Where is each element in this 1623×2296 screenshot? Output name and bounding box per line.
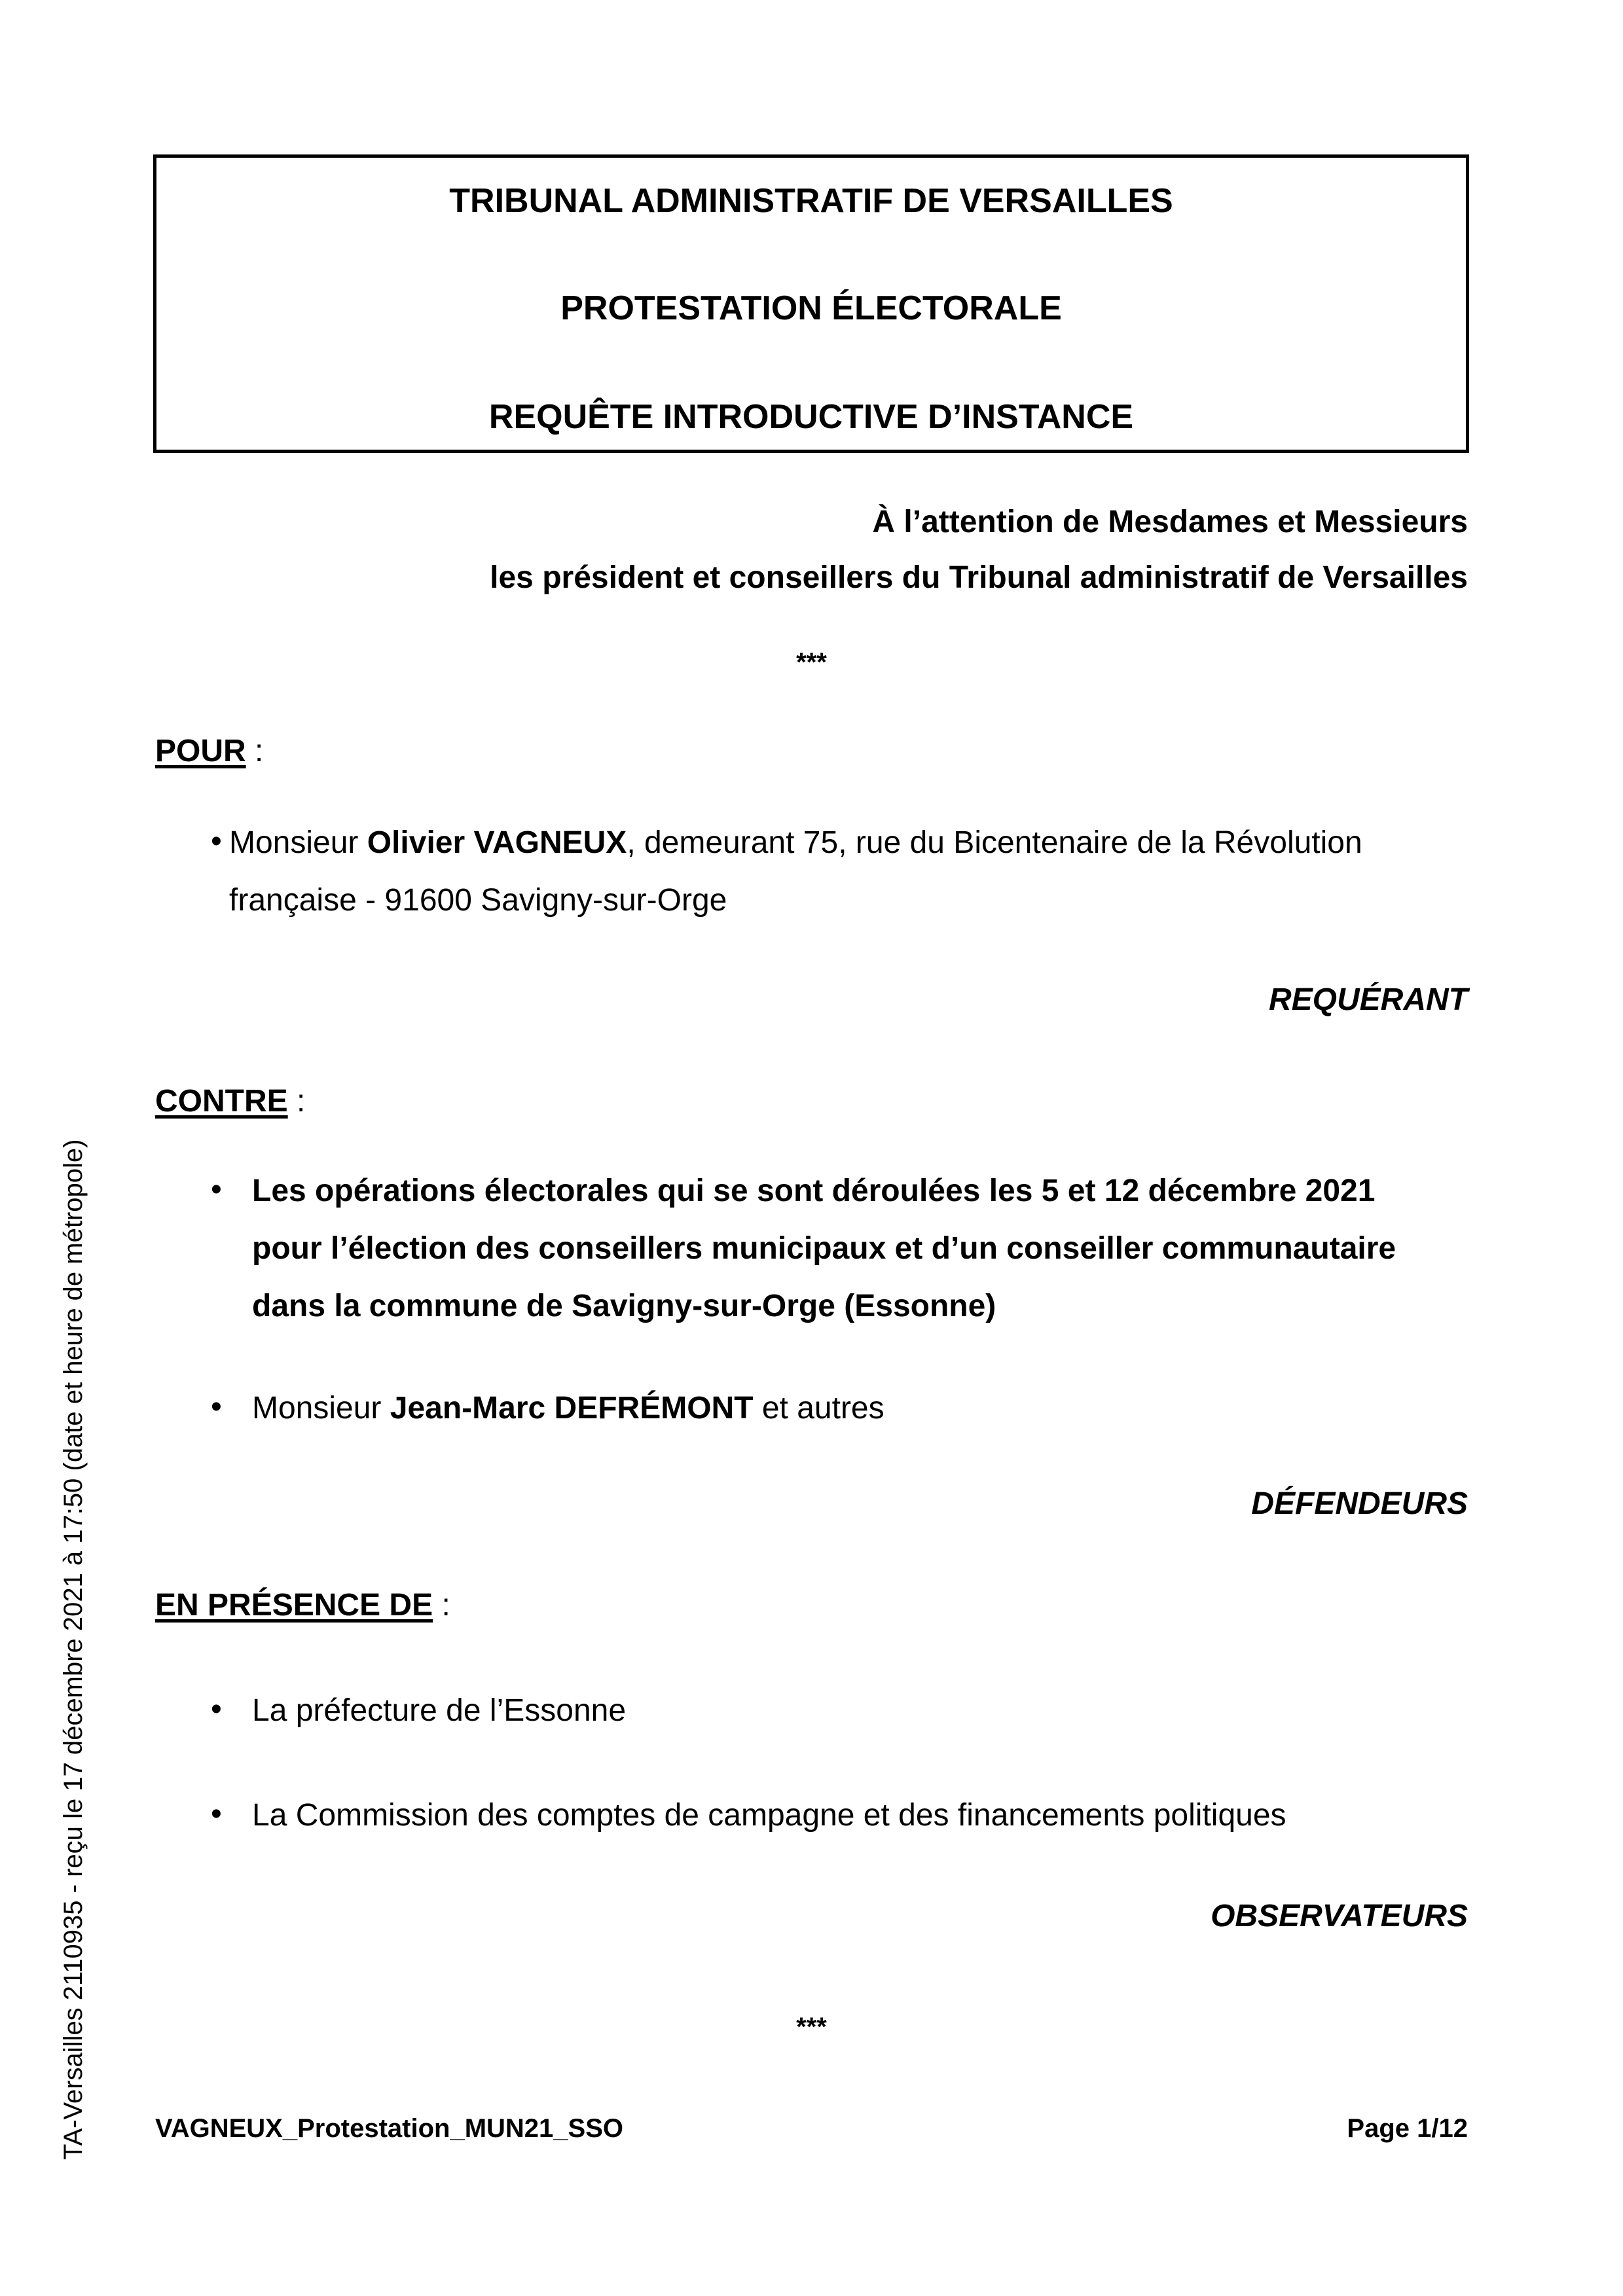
contre-item-2 [252, 1380, 884, 1437]
section-heading-pour-label: POUR [155, 734, 246, 768]
pour-item-prefix: Monsieur [229, 825, 367, 860]
section-heading-presence-colon: : [433, 1588, 450, 1623]
contre-item-1-line-2: pour l’élection des conseillers municipaux et d’un conseiller communautaire [252, 1231, 1396, 1266]
section-heading-contre [155, 1083, 305, 1119]
court-title: TRIBUNAL ADMINISTRATIF DE VERSAILLES [449, 182, 1173, 220]
title-box [153, 154, 1469, 453]
presence-item-2: La Commission des comptes de campagne et des financements politiques [252, 1798, 1286, 1833]
section-heading-pour [155, 733, 263, 769]
separator-bottom: *** [796, 2013, 827, 2041]
pour-item-line-2: française - 91600 Savigny-sur-Orge [229, 883, 727, 918]
contre-item-2-prefix: Monsieur [252, 1391, 390, 1426]
bullet-icon: • [211, 1797, 222, 1831]
contre-item-1-line-3: dans la commune de Savigny-sur-Orge (Essonne) [252, 1289, 996, 1323]
reception-stamp: TA-Versailles 2110935 - reçu le 17 décembre 2021 à 17:50 (date et heure de métropole) [59, 1139, 88, 2160]
pour-item-address: , demeurant 75, rue du Bicentenaire de la Révolution [627, 825, 1362, 860]
footer-filename: VAGNEUX_Protestation_MUN21_SSO [155, 2114, 623, 2143]
section-heading-presence-label: EN PRÉSENCE DE [155, 1588, 433, 1623]
bullet-icon: • [211, 824, 222, 859]
section-heading-presence [155, 1587, 450, 1623]
pour-item-line-1 [229, 814, 1468, 872]
contre-item-2-suffix: et autres [753, 1391, 884, 1426]
address-line-1: À l’attention de Mesdames et Messieurs [872, 505, 1468, 539]
footer-page-number: Page 1/12 [1347, 2114, 1468, 2143]
address-line-2: les président et conseillers du Tribunal administratif de Versailles [490, 560, 1468, 595]
bullet-icon: • [211, 1692, 222, 1727]
section-heading-pour-colon: : [246, 734, 264, 768]
role-requerant: REQUÉRANT [1268, 982, 1468, 1017]
document-type-title: REQUÊTE INTRODUCTIVE D’INSTANCE [488, 398, 1134, 436]
bullet-icon: • [211, 1172, 222, 1207]
subject-title: PROTESTATION ÉLECTORALE [560, 289, 1062, 327]
section-heading-contre-colon: : [287, 1084, 306, 1119]
section-heading-contre-label: CONTRE [155, 1084, 288, 1119]
presence-item-1: La préfecture de l’Essonne [252, 1693, 627, 1728]
separator-top: *** [796, 648, 827, 677]
pour-item-name: Olivier VAGNEUX [367, 825, 627, 860]
contre-item-2-name: Jean-Marc DEFRÉMONT [390, 1391, 754, 1426]
role-observateurs: OBSERVATEURS [1211, 1899, 1468, 1933]
contre-item-1-line-1: Les opérations électorales qui se sont déroulées les 5 et 12 décembre 2021 [252, 1174, 1376, 1208]
role-defendeurs: DÉFENDEURS [1251, 1486, 1468, 1521]
bullet-icon: • [211, 1390, 222, 1424]
